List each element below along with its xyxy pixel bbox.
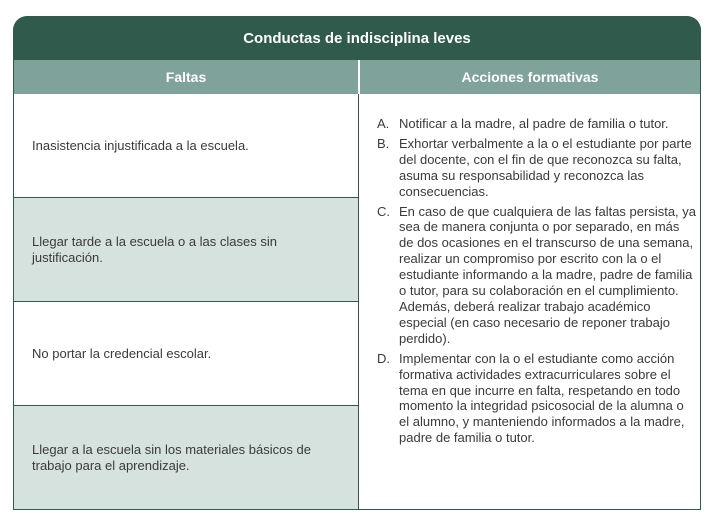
accion-letter: C. [377, 203, 390, 219]
accion-item [377, 204, 696, 347]
accion-item [377, 136, 696, 200]
accion-letter: D. [377, 350, 390, 366]
accion-text: Implementar con la o el estudiante como acción formativa actividades extracurriculares sobre el tema en que incurre en falta, respetando en todo momento la integridad psicosocial de la alumna o el alumno, y manteniendo informados a la madre, padre de familia o tutor. [399, 350, 685, 446]
accion-letter: B. [377, 135, 390, 151]
falta-text: Llegar tarde a la escuela o a las clases sin justificación. [32, 233, 277, 265]
faltas-column [13, 94, 358, 510]
header-acciones: Acciones formativas [358, 60, 701, 94]
falta-text: Inasistencia injustificada a la escuela. [32, 137, 249, 153]
falta-text: No portar la credencial escolar. [32, 345, 212, 361]
table-title: Conductas de indisciplina leves [13, 16, 701, 60]
falta-row [14, 302, 358, 406]
falta-row [14, 94, 358, 198]
falta-text: Llegar a la escuela sin los materiales básicos de trabajo para el aprendizaje. [32, 441, 311, 473]
accion-text: En caso de que cualquiera de las faltas persista, ya sea de manera conjunta o por separado, en más de dos ocasiones en el transcurso de una semana, realizar un compromiso por escrito con la o el estudiante informando a la madre, padre de familia o tutor, para su colaboración en el cumplimiento. Además, deberá realizar trabajo académico especial (en caso necesario de reponer trabajo perdido). [399, 203, 697, 346]
acciones-column [358, 94, 701, 510]
accion-text: Exhortar verbalmente a la o el estudiante por parte del docente, con el fin de que reconozca su falta, asuma su responsabilidad y reconozca las consecuencias. [399, 135, 692, 199]
falta-row [14, 198, 358, 302]
discipline-table [13, 16, 701, 510]
accion-item [377, 116, 696, 132]
header-faltas: Faltas [13, 60, 358, 94]
accion-letter: A. [377, 116, 390, 131]
falta-row [14, 406, 358, 509]
accion-item [377, 351, 696, 446]
accion-text: Notificar a la madre, al padre de familia o tutor. [399, 116, 669, 131]
